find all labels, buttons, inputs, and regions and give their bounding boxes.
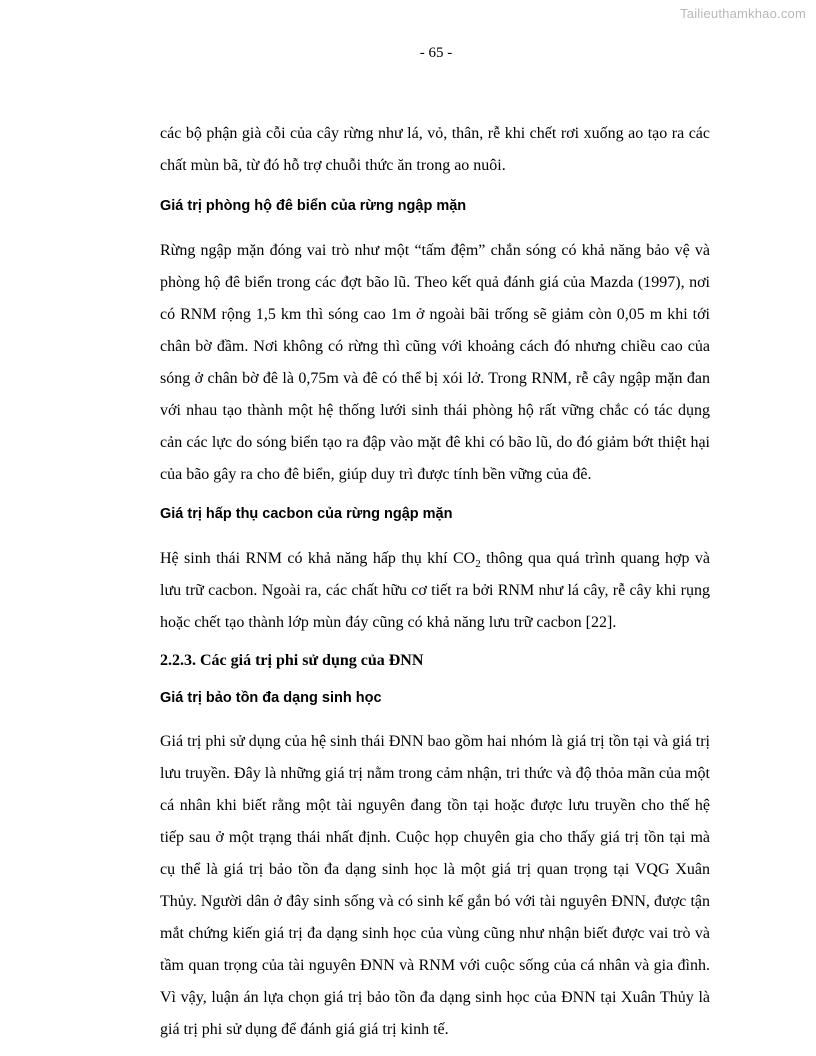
heading-carbon-absorption: Giá trị hấp thụ cacbon của rừng ngập mặn — [160, 506, 453, 522]
section-heading-non-use-values: 2.2.3. Các giá trị phi sử dụng của ĐNN — [160, 652, 424, 669]
carbon-text-end: thông qua quá trình quang hợp và lưu trữ cacbon. Ngoài ra, các chất hữu cơ tiết ra bởi RNM như lá cây, rễ cây khi rụng hoặc chết tạo thành lớp mùn đáy cũng có khả năng lưu trữ cacbon [22]. — [160, 550, 711, 631]
document-body — [160, 118, 710, 1046]
heading-biodiversity: Giá trị bảo tồn đa dạng sinh học — [160, 690, 382, 706]
watermark: Tailieuthamkhao.com — [680, 6, 806, 21]
page-number: - 65 - — [419, 45, 453, 61]
carbon-text-start: Hệ sinh thái RNM có khả năng hấp thụ khí CO — [160, 550, 476, 567]
paragraph-coastal-protection: Rừng ngập mặn đóng vai trò như một “tấm đệm” chắn sóng có khả năng bảo vệ và phòng hộ đê biển trong các đợt bão lũ. Theo kết quả đánh giá của Mazda (1997), nơi có RNM rộng 1,5 km thì sóng cao 1m ở ngoài bãi trống sẽ giảm còn 0,05 m khi tới chân bờ đầm. Nơi không có rừng thì cũng với khoảng cách đó nhưng chiều cao của sóng ở chân bờ đê là 0,75m và đê có thể bị xói lở. Trong RNM, rễ cây ngập mặn đan với nhau tạo thành một hệ thống lưới sinh thái phòng hộ rất vững chắc có tác dụng cản các lực do sóng biển tạo ra đập vào mặt đê khi có bão lũ, do đó giảm bớt thiệt hại của bão gây ra cho đê biển, giúp duy trì được tính bền vững của đê. — [160, 242, 710, 483]
heading-coastal-protection: Giá trị phòng hộ đê biển của rừng ngập mặn — [160, 198, 467, 214]
paragraph-carbon-absorption — [160, 543, 710, 639]
co2-subscript: 2 — [475, 558, 481, 571]
paragraph-continuation: các bộ phận già cỗi của cây rừng như lá, vỏ, thân, rễ khi chết rơi xuống ao tạo ra các chất mùn bã, từ đó hỗ trợ chuỗi thức ăn trong ao nuôi. — [160, 125, 710, 174]
paragraph-biodiversity: Giá trị phi sử dụng của hệ sinh thái ĐNN bao gồm hai nhóm là giá trị tồn tại và giá trị lưu truyền. Đây là những giá trị nằm trong cảm nhận, tri thức và độ thỏa mãn của một cá nhân khi biết rằng một tài nguyên đang tồn tại hoặc được lưu truyền cho thế hệ tiếp sau ở một trạng thái nhất định. Cuộc họp chuyên gia cho thấy giá trị tồn tại mà cụ thể là giá trị bảo tồn đa dạng sinh học là một giá trị quan trọng tại VQG Xuân Thủy. Người dân ở đây sinh sống và có sinh kế gắn bó với tài nguyên ĐNN, được tận mắt chứng kiến giá trị đa dạng sinh học của vùng cũng như nhận biết được vai trò và tầm quan trọng của tài nguyên ĐNN và RNM với cuộc sống của cá nhân và gia đình. Vì vậy, luận án lựa chọn giá trị bảo tồn đa dạng sinh học của ĐNN tại Xuân Thủy là giá trị phi sử dụng để đánh giá giá trị kinh tế. — [160, 733, 710, 1038]
